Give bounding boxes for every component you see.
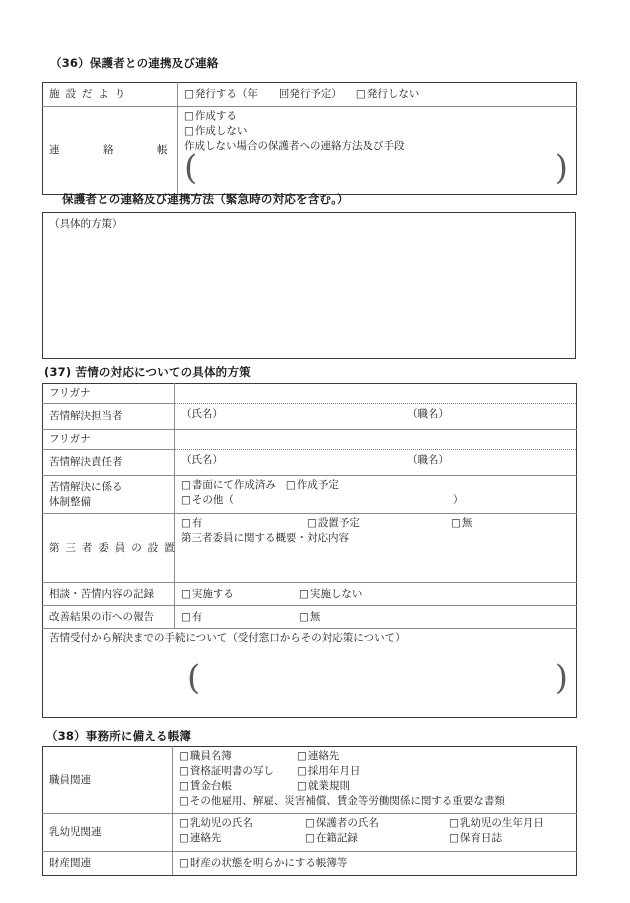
row-value-furigana-1[interactable] bbox=[175, 384, 577, 404]
table-row-complaint-manager bbox=[43, 450, 577, 476]
checkbox-report-no[interactable]: □ 無 bbox=[299, 610, 320, 625]
third-party-note: 第三者委員に関する概要・対応内容 bbox=[181, 532, 349, 544]
free-box-caption: （具体的方策） bbox=[49, 218, 123, 230]
row-options-improvement-report bbox=[175, 606, 577, 629]
answer-brace-open-procedure bbox=[187, 661, 200, 695]
checkbox-written-done[interactable]: □ 書面にて作成済み bbox=[181, 478, 276, 493]
checkbox-record-yes[interactable]: □ 実施する bbox=[181, 587, 234, 602]
table-row-newsletter bbox=[43, 83, 577, 107]
row-options-system-development bbox=[175, 476, 577, 514]
table-row-consultation-record bbox=[43, 583, 577, 606]
checkbox-hire-date[interactable]: □ 採用年月日 bbox=[297, 764, 360, 779]
row-value-furigana-2[interactable] bbox=[175, 430, 577, 450]
checkbox-staff-roster[interactable]: □ 職員名簿 bbox=[179, 749, 232, 764]
checkbox-record-no[interactable]: □ 実施しない bbox=[299, 587, 362, 602]
table-row-contact-book bbox=[43, 107, 577, 195]
checkbox-enrollment-record[interactable]: □ 在籍記録 bbox=[305, 831, 358, 846]
checkbox-issue-newsletter[interactable]: □ 発行する（年 回発行予定） bbox=[184, 87, 342, 102]
row-label-improvement-report: 改善結果の市への報告 bbox=[43, 606, 175, 629]
table-row-infant-related bbox=[43, 814, 577, 852]
table-row-procedure bbox=[43, 629, 577, 718]
checkbox-staff-contact[interactable]: □ 連絡先 bbox=[297, 749, 339, 764]
row-label-consultation-record: 相談・苦情内容の記録 bbox=[43, 583, 175, 606]
section-38-heading: （38）事務所に備える帳簿 bbox=[46, 729, 192, 743]
other-close-paren: ） bbox=[453, 494, 464, 506]
checkbox-committee-planned[interactable]: □ 設置予定 bbox=[307, 516, 360, 531]
checkbox-guardian-name[interactable]: □ 保護者の氏名 bbox=[305, 816, 379, 831]
row-options-infant-related bbox=[173, 814, 577, 852]
checkbox-create-contact-book[interactable]: □ 作成する bbox=[184, 109, 572, 124]
checkbox-infant-birthdate[interactable]: □ 乳幼児の生年月日 bbox=[449, 816, 544, 831]
checkbox-work-rules[interactable]: □ 就業規則 bbox=[297, 779, 350, 794]
row-label-contact-book: 連 絡 帳 bbox=[43, 107, 178, 195]
checkbox-childcare-journal[interactable]: □ 保育日誌 bbox=[449, 831, 502, 846]
row-label-complaint-officer: 苦情解決担当者 bbox=[43, 404, 175, 430]
table-row-complaint-officer bbox=[43, 404, 577, 430]
section-37-heading: (37) 苦情の対応についての具体的方策 bbox=[44, 365, 251, 379]
row-options-property-related bbox=[173, 852, 577, 876]
table-row-furigana-2 bbox=[43, 430, 577, 450]
row-label-third-party-committee: 第 三 者 委 員 の 設 置 bbox=[43, 514, 175, 583]
checkbox-infant-name[interactable]: □ 乳幼児の氏名 bbox=[179, 816, 253, 831]
title-caption-officer: （職名） bbox=[407, 408, 449, 420]
checkbox-other-labor-documents[interactable]: □ その他雇用、解雇、災害補償、賃金等労働関係に関する重要な書類 bbox=[179, 794, 572, 809]
checkbox-property-ledger[interactable]: □ 財産の状態を明らかにする帳簿等 bbox=[179, 856, 572, 871]
name-caption-manager: （氏名） bbox=[181, 454, 223, 466]
checkbox-not-create-contact-book[interactable]: □ 作成しない bbox=[184, 124, 572, 139]
table-row-system-development bbox=[43, 476, 577, 514]
row-label-property-related: 財産関連 bbox=[43, 852, 173, 876]
row-options-consultation-record bbox=[175, 583, 577, 606]
row-options-contact-book bbox=[178, 107, 577, 195]
section-36-subheading: 保護者との連絡及び連携方法（緊急時の対応を含む。） bbox=[62, 192, 349, 206]
section-36-free-write-box[interactable] bbox=[42, 212, 576, 359]
row-value-complaint-manager[interactable] bbox=[175, 450, 577, 476]
answer-brace-open-contact-book bbox=[184, 151, 197, 185]
row-label-complaint-manager: 苦情解決責任者 bbox=[43, 450, 175, 476]
row-options-newsletter bbox=[178, 83, 577, 107]
table-row-property-related bbox=[43, 852, 577, 876]
section-36-table bbox=[42, 82, 577, 195]
procedure-caption: 苦情受付から解決までの手続について（受付窓口からその対応策について） bbox=[49, 632, 406, 644]
checkbox-report-yes[interactable]: □ 有 bbox=[181, 610, 202, 625]
section-37-table bbox=[42, 383, 577, 718]
title-caption-manager: （職名） bbox=[407, 454, 449, 466]
procedure-free-write-cell[interactable] bbox=[43, 629, 577, 718]
checkbox-qualification-copy[interactable]: □ 資格証明書の写し bbox=[179, 764, 274, 779]
row-options-staff-related bbox=[173, 747, 577, 814]
name-caption-officer: （氏名） bbox=[181, 408, 223, 420]
row-label-furigana-1: フリガナ bbox=[43, 384, 175, 404]
row-label-newsletter: 施 設 だ よ り bbox=[43, 83, 178, 107]
row-label-staff-related: 職員関連 bbox=[43, 747, 173, 814]
section-38-table bbox=[42, 746, 577, 876]
row-options-third-party-committee bbox=[175, 514, 577, 583]
checkbox-committee-none[interactable]: □ 無 bbox=[451, 516, 472, 531]
row-label-system-development: 苦情解決に係る 体制整備 bbox=[43, 476, 175, 514]
section-36-heading: （36）保護者との連携及び連絡 bbox=[50, 56, 219, 70]
checkbox-creation-planned[interactable]: □ 作成予定 bbox=[286, 478, 339, 493]
row-label-infant-related: 乳幼児関連 bbox=[43, 814, 173, 852]
checkbox-no-issue-newsletter[interactable]: □ 発行しない bbox=[356, 87, 419, 102]
answer-brace-close-procedure bbox=[555, 661, 568, 695]
checkbox-wage-ledger[interactable]: □ 賃金台帳 bbox=[179, 779, 232, 794]
table-row-improvement-report bbox=[43, 606, 577, 629]
table-row-furigana-1 bbox=[43, 384, 577, 404]
row-value-complaint-officer[interactable] bbox=[175, 404, 577, 430]
row-label-furigana-2: フリガナ bbox=[43, 430, 175, 450]
checkbox-committee-yes[interactable]: □ 有 bbox=[181, 516, 202, 531]
checkbox-infant-contact[interactable]: □ 連絡先 bbox=[179, 831, 221, 846]
contact-book-note: 作成しない場合の保護者への連絡方法及び手段 bbox=[184, 140, 405, 152]
checkbox-other-system[interactable]: □ その他（ bbox=[181, 493, 234, 508]
table-row-staff-related bbox=[43, 747, 577, 814]
table-row-third-party-committee bbox=[43, 514, 577, 583]
answer-brace-close-contact-book bbox=[555, 151, 568, 185]
